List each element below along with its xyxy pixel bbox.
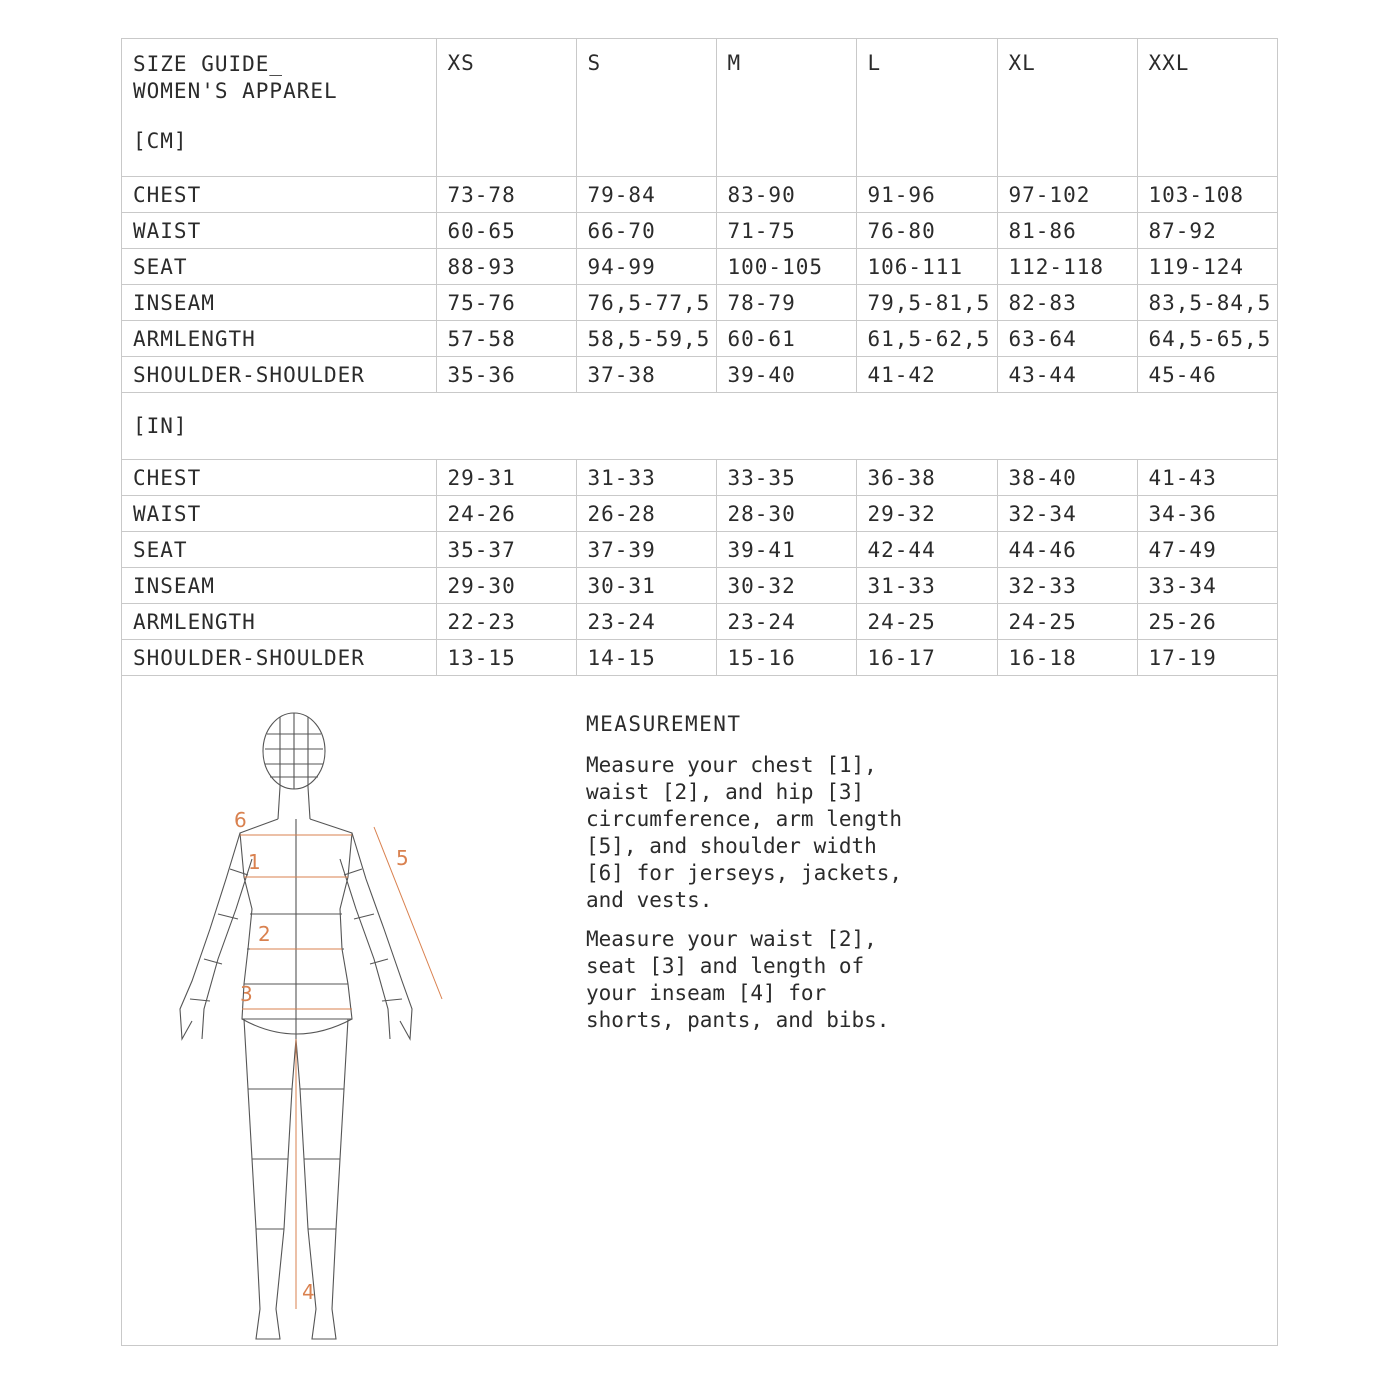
cell: 58,5-59,5: [576, 321, 716, 357]
cell: 14-15: [576, 640, 716, 676]
cell: 33-34: [1137, 568, 1278, 604]
title-line-2: WOMEN'S APPAREL: [133, 79, 338, 103]
in-row-armlength: [122, 604, 1278, 640]
cm-row-chest: [122, 177, 1278, 213]
cell: 76,5-77,5: [576, 285, 716, 321]
cell: 63-64: [997, 321, 1137, 357]
cell: 57-58: [436, 321, 576, 357]
cell: 39-41: [716, 532, 856, 568]
row-label: SHOULDER-SHOULDER: [122, 357, 436, 393]
cell: 13-15: [436, 640, 576, 676]
in-row-waist: [122, 496, 1278, 532]
cell: 106-111: [856, 249, 997, 285]
cell: 45-46: [1137, 357, 1278, 393]
unit-in-row: [122, 393, 1278, 460]
row-label: CHEST: [122, 460, 436, 496]
measurement-para-1: Measure your chest [1], waist [2], and hip [3] circumference, arm length [5], and shoulder width [6] for jerseys, jackets, and vests.: [586, 753, 903, 912]
cell: 42-44: [856, 532, 997, 568]
cell: 35-36: [436, 357, 576, 393]
cell: 83-90: [716, 177, 856, 213]
size-xs: XS: [436, 39, 576, 177]
cell: 32-34: [997, 496, 1137, 532]
cell: 25-26: [1137, 604, 1278, 640]
cell: 79,5-81,5: [856, 285, 997, 321]
cell: 31-33: [856, 568, 997, 604]
cell: 31-33: [576, 460, 716, 496]
unit-in-label: [IN]: [122, 393, 1278, 460]
cell: 76-80: [856, 213, 997, 249]
cell: 37-39: [576, 532, 716, 568]
cell: 36-38: [856, 460, 997, 496]
cell: 34-36: [1137, 496, 1278, 532]
cell: 83,5-84,5: [1137, 285, 1278, 321]
cell: 29-31: [436, 460, 576, 496]
size-l: L: [856, 39, 997, 177]
title-line-1: SIZE GUIDE_: [133, 52, 284, 76]
cell: 33-35: [716, 460, 856, 496]
cell: 15-16: [716, 640, 856, 676]
cell: 73-78: [436, 177, 576, 213]
cell: 35-37: [436, 532, 576, 568]
cell: 24-25: [856, 604, 997, 640]
cm-row-waist: [122, 213, 1278, 249]
body-figure-illustration: [152, 709, 472, 1349]
row-label: ARMLENGTH: [122, 604, 436, 640]
measurement-section: [586, 711, 916, 1046]
cell: 44-46: [997, 532, 1137, 568]
cell: 43-44: [997, 357, 1137, 393]
size-m: M: [716, 39, 856, 177]
row-label: SEAT: [122, 249, 436, 285]
cell: 82-83: [997, 285, 1137, 321]
cell: 41-42: [856, 357, 997, 393]
cm-row-shoulder: [122, 357, 1278, 393]
cell: 23-24: [576, 604, 716, 640]
cm-row-armlength: [122, 321, 1278, 357]
cell: 78-79: [716, 285, 856, 321]
cell: 71-75: [716, 213, 856, 249]
cell: 97-102: [997, 177, 1137, 213]
row-label: CHEST: [122, 177, 436, 213]
unit-cm-label: [CM]: [133, 129, 188, 153]
cell: 29-32: [856, 496, 997, 532]
cell: 39-40: [716, 357, 856, 393]
cell: 61,5-62,5: [856, 321, 997, 357]
cm-row-seat: [122, 249, 1278, 285]
cm-row-inseam: [122, 285, 1278, 321]
cell: 22-23: [436, 604, 576, 640]
size-guide: [121, 38, 1278, 1346]
row-label: INSEAM: [122, 568, 436, 604]
cell: 81-86: [997, 213, 1137, 249]
row-label: WAIST: [122, 213, 436, 249]
in-row-seat: [122, 532, 1278, 568]
cell: 47-49: [1137, 532, 1278, 568]
size-s: S: [576, 39, 716, 177]
marker-6: 6: [234, 808, 247, 832]
cell: 38-40: [997, 460, 1137, 496]
header-row: [122, 39, 1278, 177]
cell: 30-32: [716, 568, 856, 604]
cell: 60-65: [436, 213, 576, 249]
measurement-heading: MEASUREMENT: [586, 712, 742, 736]
in-row-chest: [122, 460, 1278, 496]
cell: 112-118: [997, 249, 1137, 285]
size-xl: XL: [997, 39, 1137, 177]
cell: 37-38: [576, 357, 716, 393]
cell: 24-25: [997, 604, 1137, 640]
measure-markers: [234, 808, 409, 1304]
marker-2: 2: [258, 922, 271, 946]
header-title-cell: [122, 39, 436, 177]
cell: 16-18: [997, 640, 1137, 676]
cell: 119-124: [1137, 249, 1278, 285]
cell: 64,5-65,5: [1137, 321, 1278, 357]
cell: 75-76: [436, 285, 576, 321]
cell: 28-30: [716, 496, 856, 532]
measurement-para-2: Measure your waist [2], seat [3] and length of your inseam [4] for shorts, pants, and bibs.: [586, 927, 890, 1032]
measure-lines: [240, 827, 442, 1309]
cell: 79-84: [576, 177, 716, 213]
cell: 26-28: [576, 496, 716, 532]
row-label: ARMLENGTH: [122, 321, 436, 357]
cell: 87-92: [1137, 213, 1278, 249]
cell: 32-33: [997, 568, 1137, 604]
cell: 103-108: [1137, 177, 1278, 213]
in-row-inseam: [122, 568, 1278, 604]
cell: 41-43: [1137, 460, 1278, 496]
cell: 66-70: [576, 213, 716, 249]
cell: 17-19: [1137, 640, 1278, 676]
cell: 24-26: [436, 496, 576, 532]
cell: 60-61: [716, 321, 856, 357]
cell: 30-31: [576, 568, 716, 604]
cell: 88-93: [436, 249, 576, 285]
size-xxl: XXL: [1137, 39, 1278, 177]
size-table: [122, 39, 1278, 676]
cell: 94-99: [576, 249, 716, 285]
marker-1: 1: [248, 850, 261, 874]
row-label: SHOULDER-SHOULDER: [122, 640, 436, 676]
cell: 23-24: [716, 604, 856, 640]
marker-3: 3: [240, 982, 253, 1006]
marker-4: 4: [302, 1280, 315, 1304]
row-label: INSEAM: [122, 285, 436, 321]
marker-5: 5: [396, 846, 409, 870]
row-label: SEAT: [122, 532, 436, 568]
in-row-shoulder: [122, 640, 1278, 676]
row-label: WAIST: [122, 496, 436, 532]
cell: 91-96: [856, 177, 997, 213]
cell: 16-17: [856, 640, 997, 676]
cell: 29-30: [436, 568, 576, 604]
cell: 100-105: [716, 249, 856, 285]
